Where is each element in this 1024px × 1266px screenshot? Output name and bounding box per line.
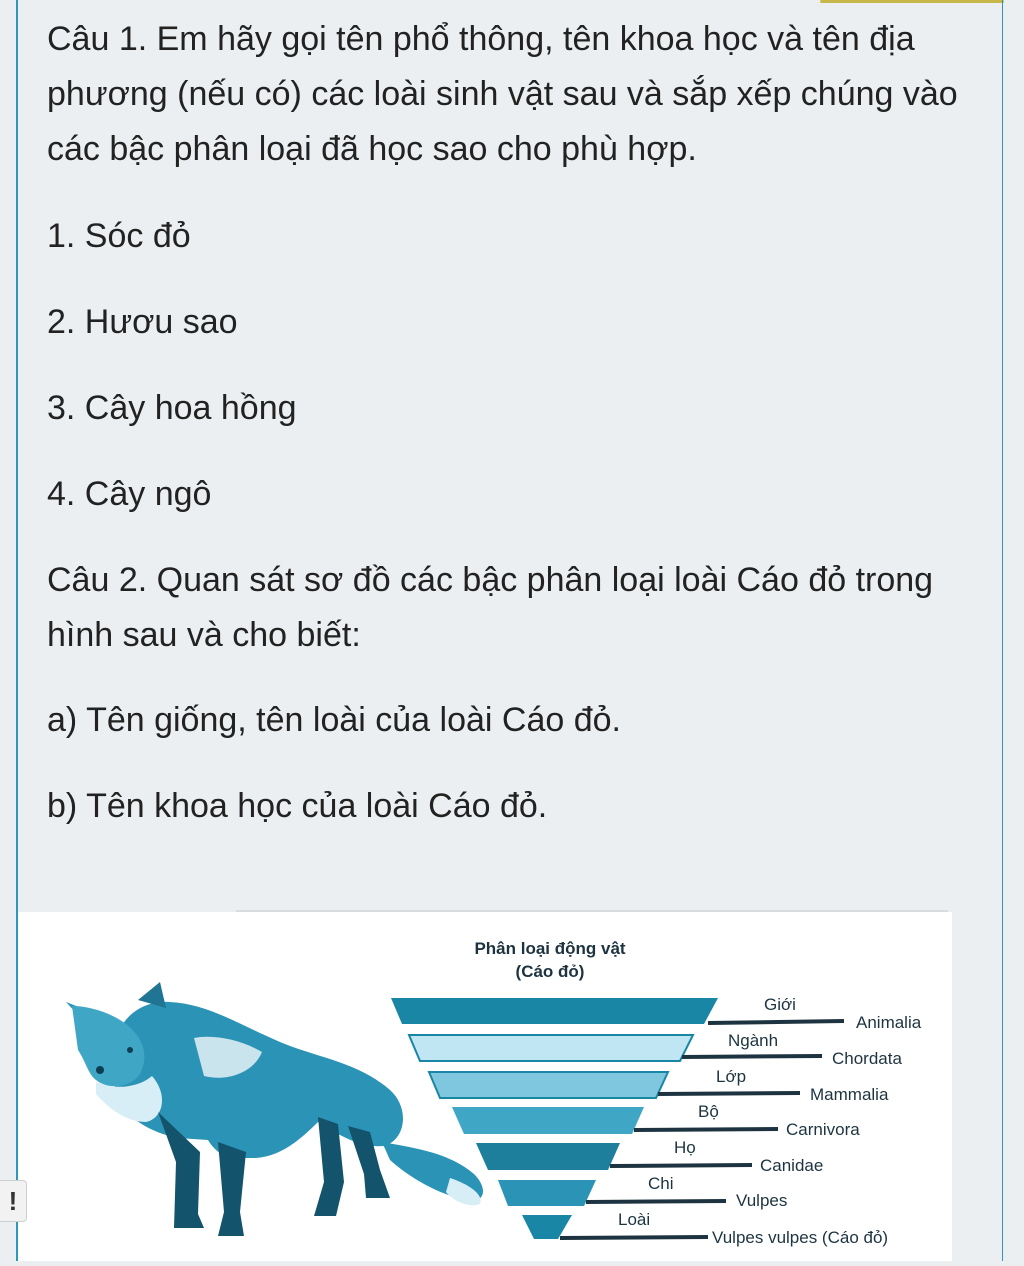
taxonomy-diagram [18,912,952,1261]
figure-title: Phân loại động vật [474,939,626,958]
taxon-name: Vulpes vulpes (Cáo đỏ) [712,1228,889,1247]
taxon-name: Carnivora [786,1120,860,1139]
top-accent [820,0,1004,3]
level-bar-nganh [409,1035,693,1061]
taxon-name: Vulpes [736,1191,788,1210]
level-bar-ho [476,1143,620,1170]
list-item: 2. Hươu sao [47,303,238,341]
rank-label: Lớp [716,1067,747,1086]
level-bar-chi [498,1180,596,1206]
question-2-part-b: b) Tên khoa học của loài Cáo đỏ. [47,787,548,825]
list-item: 3. Cây hoa hồng [47,389,297,427]
list-item: 4. Cây ngô [47,475,212,513]
level-labels [618,995,922,1247]
taxonomy-figure [18,912,952,1261]
taxon-name: Mammalia [810,1085,889,1104]
rank-label: Ngành [728,1031,779,1050]
rank-label: Bộ [698,1102,719,1121]
list-item: 1. Sóc đỏ [47,217,191,255]
rank-label: Chi [648,1174,674,1193]
top-bar [0,0,1024,4]
level-bar-bo [452,1107,644,1134]
taxon-name: Canidae [760,1156,824,1175]
content [47,12,967,834]
question-2-part-a: a) Tên giống, tên loài của loài Cáo đỏ. [47,701,621,739]
level-bar-lop [429,1072,668,1098]
figure-subtitle: (Cáo đỏ) [515,962,585,981]
taxon-name: Animalia [856,1013,922,1032]
rank-label: Loài [618,1210,651,1229]
rank-label: Giới [764,995,796,1014]
level-bar-gioi [391,998,718,1024]
rank-label: Họ [674,1138,696,1157]
question-2: Câu 2. Quan sát sơ đồ các bậc phân loại loài Cáo đỏ trong hình sau và cho biết: [47,561,934,654]
right-border [1002,0,1003,1261]
level-bar-loai [522,1215,572,1239]
alert-badge[interactable]: ! [0,1180,27,1222]
taxon-name: Chordata [832,1049,902,1068]
question-1: Câu 1. Em hãy gọi tên phổ thông, tên khoa học và tên địa phương (nếu có) các loài sinh vật sau và sắp xếp chúng vào các bậc phân loại đã học sao cho phù hợp. [47,20,958,168]
